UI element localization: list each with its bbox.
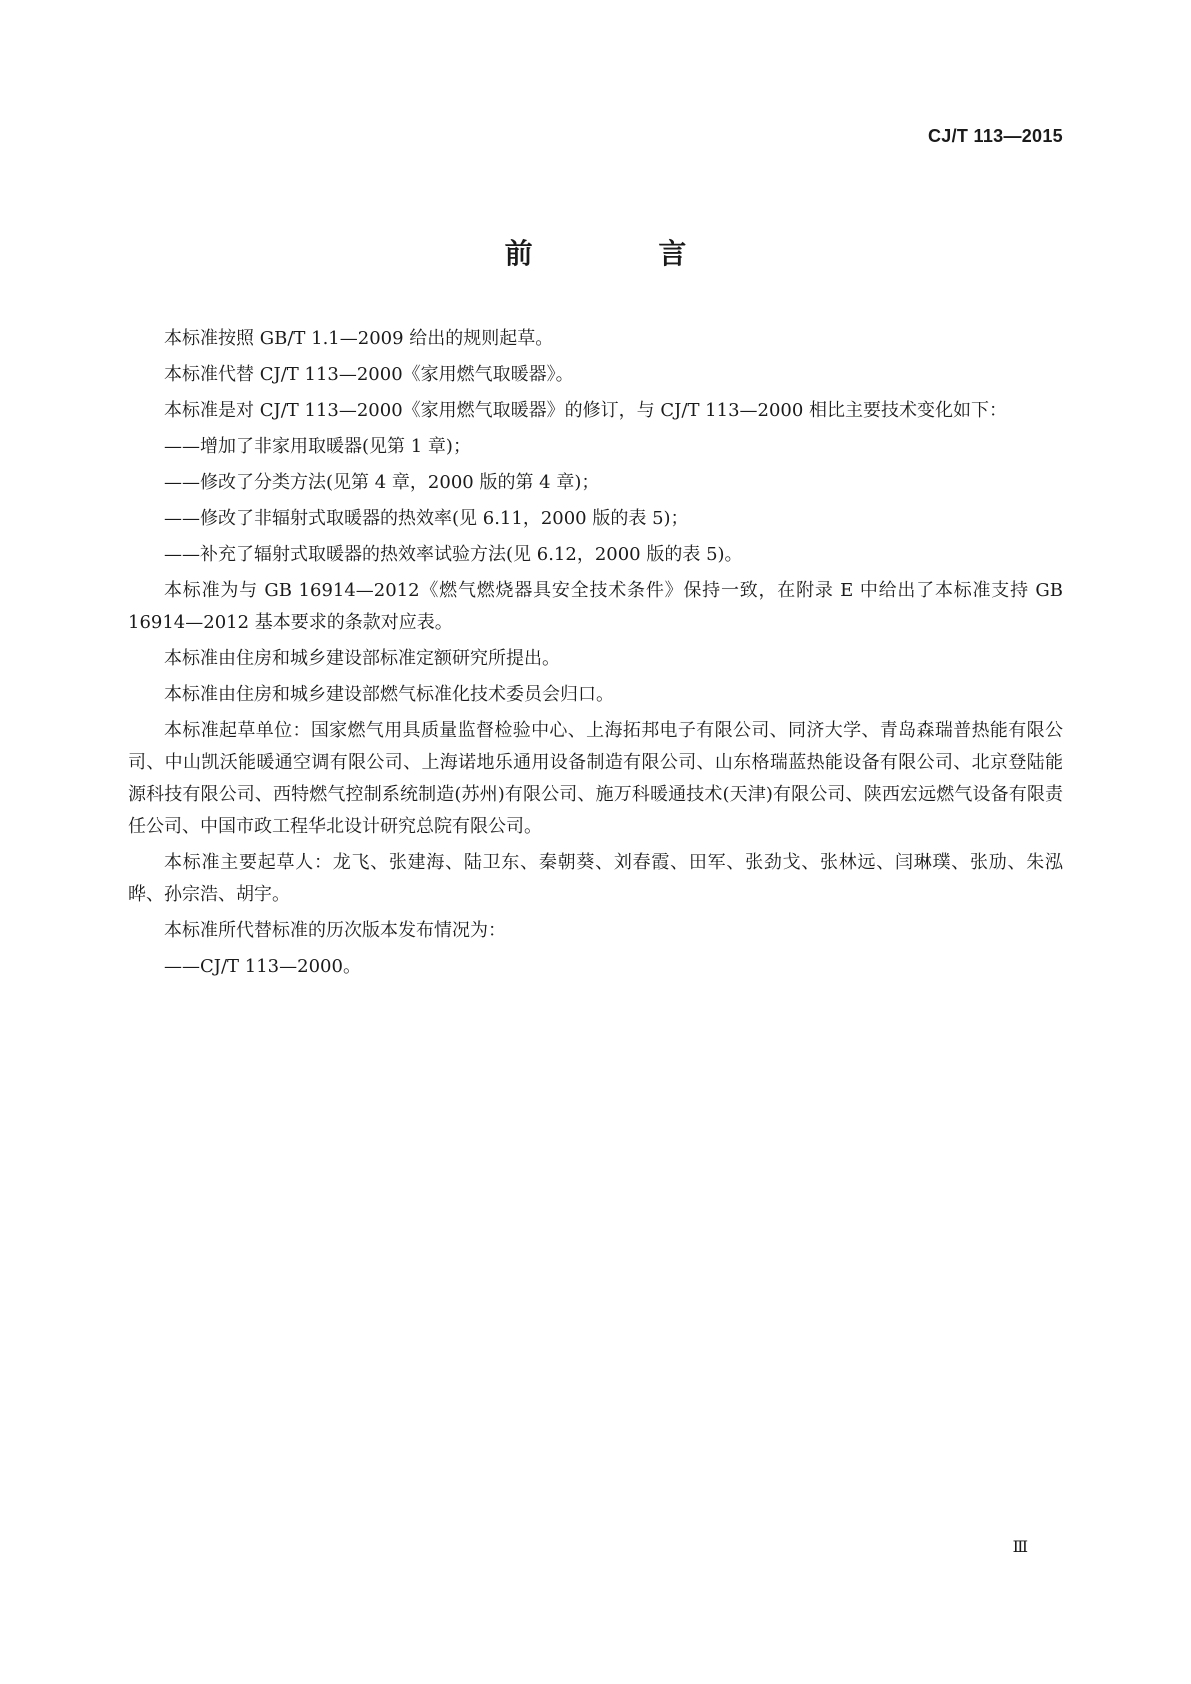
foreword-body xyxy=(128,323,1063,987)
paragraph-drafting-units: 本标准起草单位：国家燃气用具质量监督检验中心、上海拓邦电子有限公司、同济大学、青岛森瑞普热能有限公司、中山凯沃能暖通空调有限公司、上海诺地乐通用设备制造有限公司、山东格瑞蓝热能设备有限公司、北京登陆能源科技有限公司、西特燃气控制系统制造(苏州)有限公司、施万科暖通技术(天津)有限公司、陕西宏远燃气设备有限责任公司、中国市政工程华北设计研究总院有限公司。 xyxy=(128,720,1063,837)
paragraph-proposed-by: 本标准由住房和城乡建设部标准定额研究所提出。 xyxy=(164,648,560,669)
history-item: ——CJ/T 113—2000。 xyxy=(164,956,361,977)
change-item: ——修改了非辐射式取暖器的热效率(见 6.11，2000 版的表 5)； xyxy=(164,508,689,529)
page-title: 前 言 xyxy=(504,237,745,270)
change-item: ——修改了分类方法(见第 4 章，2000 版的第 4 章)； xyxy=(164,472,600,493)
change-item: ——增加了非家用取暖器(见第 1 章)； xyxy=(164,436,471,457)
paragraph-history: 本标准所代替标准的历次版本发布情况为： xyxy=(164,920,506,941)
paragraph-drafting-rules: 本标准按照 GB/T 1.1—2009 给出的规则起草。 xyxy=(164,328,554,349)
standard-code: CJ/T 113—2015 xyxy=(928,126,1063,146)
paragraph-drafters: 本标准主要起草人：龙飞、张建海、陆卫东、秦朝葵、刘春霞、田军、张劲戈、张林远、闫琳璞、张劢、朱泓晔、孙宗浩、胡宇。 xyxy=(128,852,1063,905)
paragraph-revision-summary: 本标准是对 CJ/T 113—2000《家用燃气取暖器》的修订，与 CJ/T 113—2000 相比主要技术变化如下： xyxy=(164,400,1008,421)
page-number: Ⅲ xyxy=(1012,1537,1028,1556)
paragraph-consistency: 本标准为与 GB 16914—2012《燃气燃烧器具安全技术条件》保持一致，在附录 E 中给出了本标准支持 GB 16914—2012 基本要求的条款对应表。 xyxy=(128,580,1063,633)
change-item: ——补充了辐射式取暖器的热效率试验方法(见 6.12，2000 版的表 5)。 xyxy=(164,544,743,565)
paragraph-replaces: 本标准代替 CJ/T 113—2000《家用燃气取暖器》。 xyxy=(164,364,574,385)
paragraph-administered-by: 本标准由住房和城乡建设部燃气标准化技术委员会归口。 xyxy=(164,684,614,705)
